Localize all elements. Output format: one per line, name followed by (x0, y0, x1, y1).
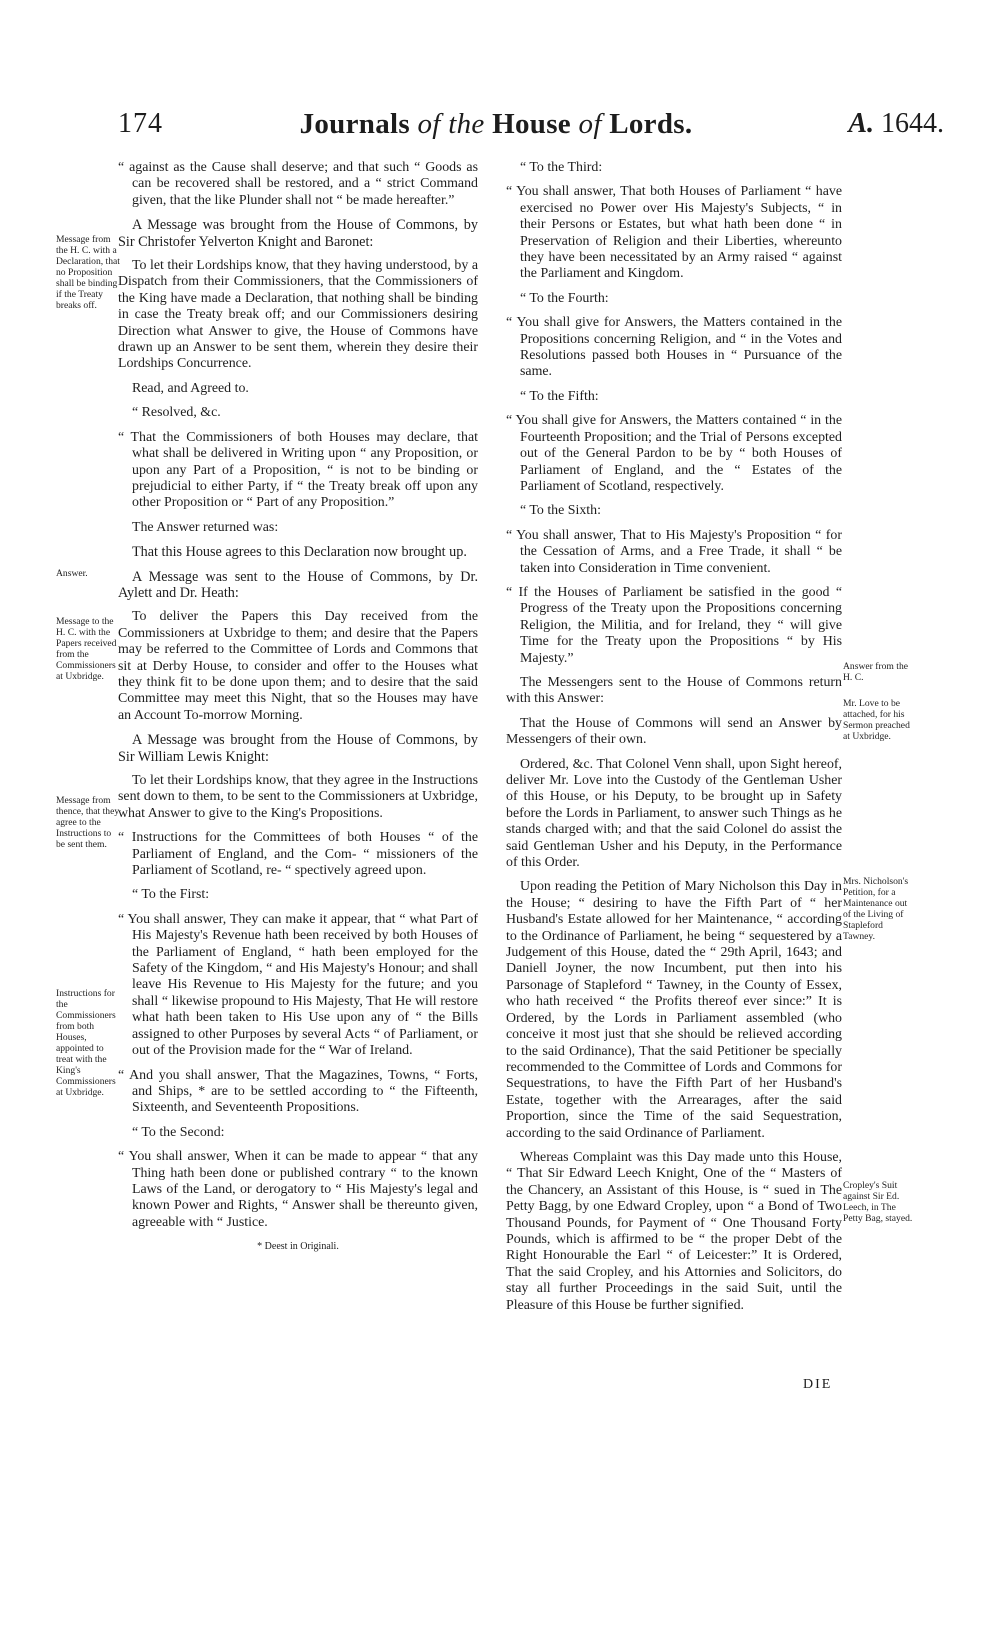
margin-note: Message from thence, that they agree to the Instructions to be sent them. (56, 795, 120, 850)
paragraph: “ You shall give for Answers, the Matters contained in the Propositions concerning Religion, and “ in the Votes and Resolutions passed both Houses in “ Pursuance of the same. (506, 315, 842, 380)
paragraph: “ You shall answer, That both Houses of Parliament “ have exercised no Power over His Majesty's Subjects, “ in their Persons or Estates, but what hath been done “ in Preservation of Religion and their Liberties, whereunto they have been necessitated by an Army raised “ against the Parliament and Kingdom. (506, 184, 842, 282)
margin-note: Answer from the H. C. (843, 661, 909, 683)
year-value: 1644. (874, 108, 944, 139)
catchword: DIE (803, 1377, 833, 1392)
paragraph: That this House agrees to this Declaration now brought up. (132, 544, 467, 561)
paragraph: The Messengers sent to the House of Commons return with this Answer: (506, 674, 842, 707)
paragraph: That the House of Commons will send an Answer by Messengers of their own. (506, 715, 842, 748)
margin-note: Message to the H. C. with the Papers received from the Commissioners at Uxbridge. (56, 616, 117, 682)
title-of-2: of (578, 108, 602, 140)
paragraph: “ To the First: (132, 887, 210, 903)
footnote: * Deest in Originali. (257, 1241, 339, 1253)
margin-note: Cropley's Suit against Sir Ed. Leech, in The Petty Bag, stayed. (843, 1180, 913, 1224)
margin-note: Instructions for the Commissioners from both Houses, appointed to treat with the King's Commissioners at Uxbridge. (56, 988, 116, 1098)
paragraph: Ordered, &c. That Colonel Venn shall, upon Sight hereof, deliver Mr. Love into the Custody of the Gentleman Usher of this House, or his Deputy, to be brought up in Safety before the Lords in Parliament, to answer such Things as he stands charged with; and that the said Colonel do assist the said Gentleman Usher and his Deputy, in the Performance of this Order. (506, 756, 842, 871)
paragraph: “ Instructions for the Committees of both Houses “ of the Parliament of England, and the Com- “ missioners of the Parliament of Scotland, re- “ spectively agreed upon. (118, 830, 478, 879)
paragraph: “ You shall answer, When it can be made to appear “ that any Thing hath been done or published contrary “ to the known Laws of the Land, or derogatory to “ His Majesty's legal and known Power and Rights, “ Answer shall be thereunto given, agreeable with “ Justice. (118, 1149, 478, 1230)
journal-title (0, 108, 992, 141)
page-number: 174 (118, 108, 163, 139)
paragraph: “ To the Sixth: (520, 503, 601, 519)
paragraph: “ You shall give for Answers, the Matters contained “ in the Fourteenth Proposition; and the Trial of Persons excepted out of the General Pardon to be by “ both Houses of Parliament of England, and the “ Estates of the Parliament of Scotland, respectively. (506, 413, 842, 494)
paragraph: “ Resolved, &c. (132, 405, 221, 421)
right-column (506, 160, 842, 1322)
paragraph: A Message was brought from the House of Commons, by Sir William Lewis Knight: (118, 732, 478, 765)
paragraph: Upon reading the Petition of Mary Nicholson this Day in the House; “ desiring to have the Fifth Part of “ her Husband's Estate allowed for her Maintenance, “ according to the Ordinance of Parliament, he being “ sequestered by a Judgement of this House, dated the “ 29th April, 1643; and Daniell Joyner, the now Incumbent, put then into his Parsonage of Stapleford “ Tawney, in the County of Essex, who hath received “ the Profits thereof ever since:” It is Ordered, by the Lords in Parliament assembled (who conceive it most just that she should be relieved according to the said Ordinance), That the said Petitioner be specially recommended to the Committee of Lords and Commons for Sequestrations, to have the Fifth Part of her Husband's Estate, together with the Arrearages, after the said Proportion, since the Time of the said Sequestration, according to the said Ordinance of Parliament. (506, 879, 842, 1141)
paragraph: “ You shall answer, That to His Majesty's Proposition “ for the Cessation of Arms, and a Free Trade, it shall “ be taken into Consideration in Time convenient. (506, 527, 842, 576)
title-of: of (417, 108, 441, 140)
title-part: Journals (299, 108, 418, 140)
year-letter: A. (848, 108, 874, 139)
paragraph: “ That the Commissioners of both Houses may declare, that what shall be delivered in Writing upon “ any Proposition, or upon any Part of a Proposition, “ is not to be binding or prejudicial to either Party, if “ the Treaty break off upon any other Proposition or “ Part of any Proposition.” (118, 429, 478, 511)
left-column (118, 160, 478, 1256)
title-the: the (440, 108, 485, 140)
title-lords: Lords. (601, 108, 693, 140)
margin-note: Answer. (56, 568, 88, 579)
paragraph: The Answer returned was: (132, 519, 279, 535)
paragraph: To let their Lordships know, that they agree in the Instructions sent down to them, to be sent to the Commissioners at Uxbridge, what Answer to give to the King's Propositions. (118, 773, 478, 821)
paragraph: To deliver the Papers this Day received from the Commissioners at Uxbridge to them; and desire that the Papers may be referred to the Committee of Lords and Commons that sit at Derby House, to consider and offer to the Houses what they think fit to be done upon them; and to desire that the said Committee may meet this Night, that so the Houses may have an Account To-morrow Morning. (118, 609, 478, 723)
margin-note: Mr. Love to be attached, for his Sermon preached at Uxbridge. (843, 698, 910, 742)
paragraph: Read, and Agreed to. (132, 380, 249, 396)
paragraph: To let their Lordships know, that they having understood, by a Dispatch from their Commissioners, that the Commissioners of the King have made a Declaration, that nothing shall be binding in case the Treaty break off; and our Commissioners desiring Direction what Answer to give, the House of Commons have drawn up an Answer to be sent them, wherein they desire their Lordships Concurrence. (118, 258, 478, 372)
paragraph: “ To the Second: (132, 1124, 225, 1140)
margin-note: Mrs. Nicholson's Petition, for a Maintenance out of the Living of Stapleford Tawney. (843, 876, 909, 942)
paragraph: “ To the Third: (520, 160, 603, 175)
paragraph: A Message was sent to the House of Commons, by Dr. Aylett and Dr. Heath: (118, 568, 478, 601)
paragraph: Whereas Complaint was this Day made unto this House, “ That Sir Edward Leech Knight, One of the “ Masters of the Chancery, an Assistant of this House, is “ sued in The Petty Bagg, by one Edward Cropley, upon “ a Bond of Two Thousand Pounds, for Payment of “ One Thousand Forty Pounds, which is affirmed to be “ the proper Debt of the Right Honourable the Earl “ of Leicester:” It is Ordered, That the said Cropley, and his Attornies and Solicitors, do stay all further Proceedings in the said Suit, until the Pleasure of this House be further signified. (506, 1149, 842, 1313)
year-label (848, 108, 944, 140)
margin-note: Message from the H. C. with a Declaration, that no Proposition shall be binding if the Treaty breaks off. (56, 234, 120, 311)
paragraph: “ To the Fourth: (520, 290, 609, 306)
title-house: House (484, 108, 579, 140)
paragraph: A Message was brought from the House of Commons, by Sir Christofer Yelverton Knight and Baronet: (118, 217, 478, 250)
page-header (0, 108, 992, 148)
paragraph: “ You shall answer, They can make it appear, that “ what Part of His Majesty's Revenue hath been received by both Houses of the Parliament of England, “ hath been employed for the Safety of the Kingdom, “ and His Majesty's Honour; and shall leave His Revenue to His Majesty for the future; and you shall “ likewise propound to His Majesty, That He will restore what hath been taken to His Use upon any of “ the Bills assigned to other Purposes by several Acts “ of Parliament, or out of the Provision made for the “ War of Ireland. (118, 911, 478, 1059)
paragraph: “ To the Fifth: (520, 388, 599, 404)
paragraph: “ against as the Cause shall deserve; and that such “ Goods as can be recovered shall be restored, and a “ strict Command given, that the like Plunder shall not “ be made hereafter.” (118, 160, 478, 208)
paragraph: “ And you shall answer, That the Magazines, Towns, “ Forts, and Ships, * are to be settled according to “ the Fifteenth, Sixteenth, and Seventeenth Propositions. (118, 1067, 478, 1116)
paragraph: “ If the Houses of Parliament be satisfied in the good “ Progress of the Treaty upon the Propositions concerning Religion, the Militia, and for Ireland, they “ will give Time for the Treaty upon the Propositions “ by His Majesty.” (506, 584, 842, 666)
